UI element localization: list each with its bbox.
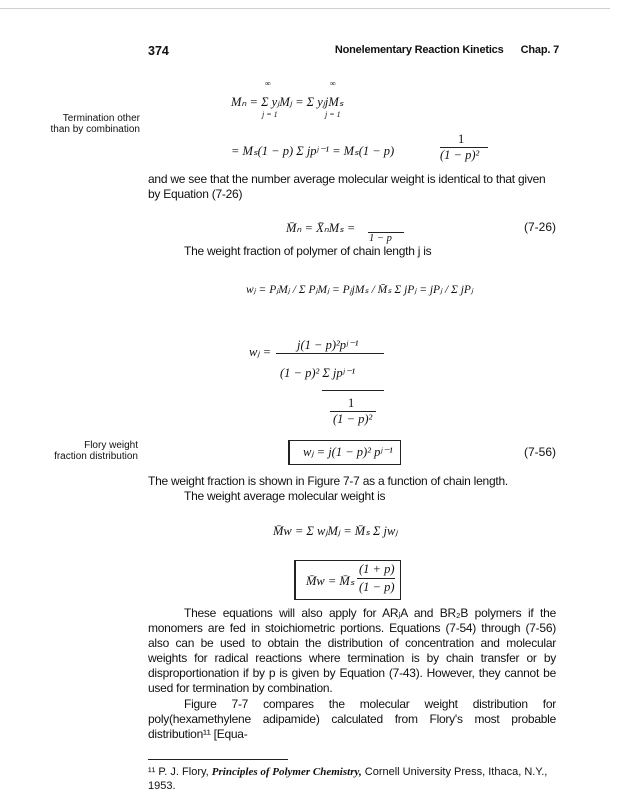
running-head: Nonelementary Reaction Kinetics Chap. 7 (334, 44, 559, 56)
eq-weight-fraction-2-lhs: wⱼ = (249, 345, 272, 359)
eq-mn-line1: Mₙ = Σ yⱼMⱼ = Σ yⱼjMₛ (231, 95, 344, 109)
eq-weight-fraction-2-bar (276, 353, 384, 354)
margin-note-flory: Flory weight fraction distribution (54, 440, 138, 462)
eq-weight-fraction-3-den: (1 − p)² (333, 412, 373, 426)
paragraph-4: These equations will also apply for ARⱼA and BR₂B polymers if the monomers are fed in stoichiometric portions. Equations (7-54) through (7-56) also can be used to obtain the distribution of concentration and molecular weights for radical reactions where termination is by chain transfer or by disproportionation if by p is given by Equation (7-43). However, they cannot be used for termination by combination. (148, 606, 556, 695)
paragraph-1: and we see that the number average molecular weight is identical to that given by Equation (7-26) (148, 172, 546, 201)
eq-mn-frac-den: (1 − p)² (440, 148, 480, 162)
eq-weight-fraction-3-bar-top (322, 390, 384, 391)
footnote-rule (148, 759, 288, 760)
eq-mw-box-lhs: M̄w = M̄ₛ (306, 574, 355, 588)
equation-number-7-26: (7-26) (524, 220, 557, 234)
eq-weight-fraction-3-num: 1 (348, 396, 355, 410)
eq-mn-sum-bottom: j = 1 (262, 110, 278, 119)
eq-mn-line2: = Mₛ(1 − p) Σ jpʲ⁻¹ = Mₛ(1 − p) (231, 144, 395, 158)
top-rule (0, 8, 610, 9)
eq-mn-sum-bottom-2: j = 1 (325, 110, 341, 119)
eq-mw-box-bar (357, 578, 395, 579)
page-number: 374 (148, 44, 169, 58)
equation-number-7-56: (7-56) (524, 445, 557, 459)
eq-mw-box-num: (1 + p) (359, 562, 395, 576)
paragraph-2: The weight fraction of polymer of chain length j is (184, 244, 432, 258)
eq-7-56: wⱼ = j(1 − p)² pʲ⁻¹ (303, 445, 393, 459)
paragraph-3a: The weight fraction is shown in Figure 7-7 as a function of chain length. (148, 474, 508, 488)
eq-mn-frac-num: 1 (458, 132, 465, 146)
margin-note-termination: Termination other than by combination (50, 113, 140, 135)
eq-mn-sum-top: ∞ (265, 79, 271, 88)
eq-mw: M̄w = Σ wⱼMⱼ = M̄ₛ Σ jwⱼ (273, 524, 398, 538)
eq-weight-fraction-2-num: j(1 − p)²pʲ⁻¹ (297, 338, 359, 352)
eq-7-26-den: 1 − p (369, 233, 392, 244)
eq-mw-box-den: (1 − p) (359, 580, 395, 594)
eq-7-26: M̄ₙ = X̄ₙMₛ = (286, 221, 356, 235)
eq-mn-sum-top-2: ∞ (330, 79, 336, 88)
paragraph-3b: The weight average molecular weight is (184, 489, 386, 503)
paragraph-5: Figure 7-7 compares the molecular weight distribution for poly(hexamethylene adipamide) calculated from Flory's most probable distribution¹¹ [Equa- (148, 697, 556, 741)
eq-weight-fraction-1: wⱼ = PⱼMⱼ / Σ PⱼMⱼ = PⱼjMₛ / M̄ₛ Σ jPⱼ = jPⱼ / Σ jPⱼ (246, 284, 473, 296)
footnote: ¹¹ P. J. Flory, Principles of Polymer Chemistry, Cornell University Press, Ithaca, N.Y., 1953. (148, 766, 548, 792)
eq-weight-fraction-2-den: (1 − p)² Σ jpʲ⁻¹ (280, 366, 356, 380)
